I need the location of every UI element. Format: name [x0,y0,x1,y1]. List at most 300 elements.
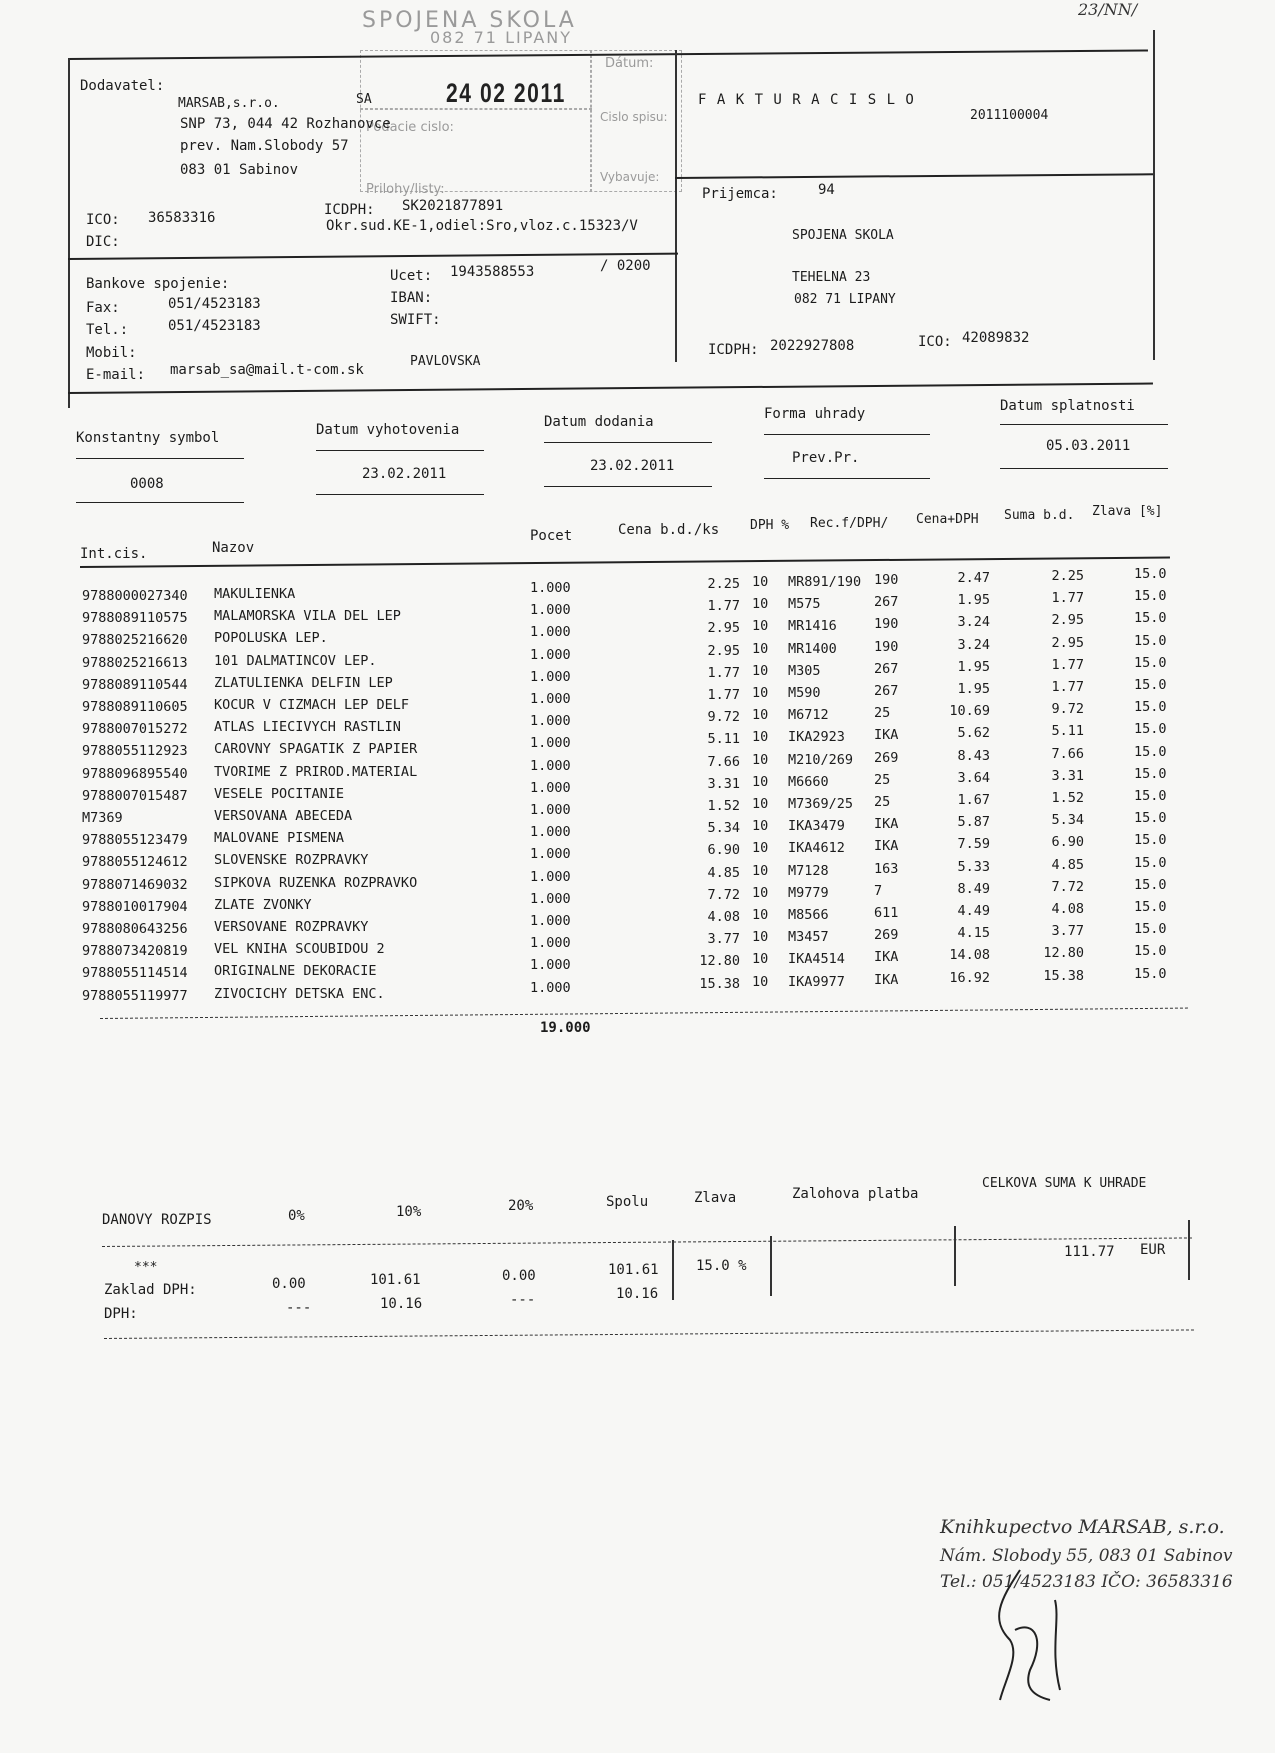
cell-code: 9788055112923 [82,743,188,760]
cell-price-vat: 5.62 [957,725,990,742]
supplier-icdph-label: ICDPH: [324,202,375,218]
cell-rec: M590 [788,685,821,701]
recipient-icdph: 2022927808 [770,338,855,354]
cell-disc: 15.0 [1134,677,1167,693]
cell-recv: 267 [874,660,899,677]
header-bottom-border [68,383,1153,394]
cell-price: 4.08 [707,909,740,925]
tax-sep [770,1236,772,1296]
cell-disc: 15.0 [1134,765,1167,782]
cell-price-vat: 4.49 [957,903,990,919]
cell-rec: M6712 [788,707,829,724]
cell-recv: 269 [874,927,899,944]
konst-label: Konstantny symbol [76,430,220,446]
cell-name: ZLATULIENKA DELFIN LEP [214,674,393,691]
cell-recv: 190 [874,616,899,633]
cell-code: 9788096895540 [82,765,188,782]
invoice-title: F A K T U R A C I S L O [698,92,915,108]
cell-disc: 15.0 [1134,943,1167,960]
dph-label: DPH: [104,1306,138,1322]
cell-price: 1.77 [707,598,740,615]
supplier-address2: prev. Nam.Slobody 57 [180,138,349,154]
tax-rule-top [102,1237,1192,1247]
cell-vat: 10 [752,751,769,768]
underline [76,502,244,503]
cell-price: 12.80 [699,953,740,970]
cell-name: ORIGINALNE DEKORACIE [214,963,377,980]
cell-name: SLOVENSKE ROZPRAVKY [214,852,369,869]
zaklad-10: 101.61 [370,1272,421,1288]
cell-vat: 10 [752,662,769,679]
cell-sum: 1.77 [1051,679,1084,695]
cell-rec: M305 [788,662,821,679]
cell-recv: 267 [874,683,899,699]
cell-rec: MR1416 [788,618,837,635]
cell-vat: 10 [752,596,769,613]
cell-name: VEL KNIHA SCOUBIDOU 2 [214,941,385,958]
cell-recv: 25 [874,705,891,722]
cell-name: ZLATE ZVONKY [214,896,312,913]
underline [316,494,484,495]
cell-disc: 15.0 [1134,588,1167,605]
forma-value: Prev.Pr. [792,450,860,466]
signature [960,1560,1110,1710]
cell-qty: 1.000 [530,913,571,929]
cell-price: 1.77 [707,664,740,681]
cell-price: 4.85 [707,864,740,881]
col-nazov: Nazov [212,540,255,556]
cell-price: 1.77 [707,687,740,703]
cell-qty: 1.000 [530,957,571,974]
cell-price-vat: 7.59 [957,836,990,853]
recipient-name: SPOJENA SKOLA [792,228,894,243]
cell-recv: 25 [874,771,891,788]
recipient-label: Prijemca: [702,186,778,202]
cell-name: MALOVANE PISMENA [214,830,345,847]
dph-10: 10.16 [380,1296,423,1312]
swift-label: SWIFT: [390,312,441,328]
cell-price-vat: 1.95 [957,681,990,697]
cell-sum: 7.66 [1051,745,1084,762]
forma-label: Forma uhrady [764,406,866,422]
supplier-address1: SNP 73, 044 42 Rozhanovce [180,116,391,132]
konst-value: 0008 [130,476,164,492]
cell-code: 9788080643256 [82,921,188,937]
supplier-name: MARSAB,s.r.o. [178,96,280,111]
col-zlava: Zlava [%] [1092,504,1163,519]
cell-vat: 10 [752,818,769,835]
cell-rec: MR891/190 [788,574,862,590]
cell-price: 1.52 [707,798,740,814]
cell-recv: 267 [874,594,899,611]
cell-recv: 190 [874,572,899,588]
cell-recv: IKA [874,727,899,744]
cell-sum: 6.90 [1051,834,1084,851]
cell-rec: M575 [788,596,821,613]
cell-sum: 4.08 [1051,901,1084,917]
cell-sum: 7.72 [1051,878,1084,895]
cell-price: 6.90 [707,842,740,859]
header-left-border [68,58,70,408]
splat-value: 05.03.2011 [1046,438,1131,454]
cell-recv: IKA [874,838,899,855]
cell-sum: 2.25 [1051,568,1084,584]
recipient-icdph-label: ICDPH: [708,342,759,358]
tel-label: Tel.: [86,322,129,338]
cell-name: SIPKOVA RUZENKA ROZPRAVKO [214,874,418,891]
col-cena: Cena b.d./ks [618,522,720,538]
email-label: E-mail: [86,367,146,383]
dph-0: --- [286,1300,312,1316]
cell-price-vat: 8.43 [957,747,990,764]
cell-price-vat: 4.15 [957,925,990,942]
zaklad-0: 0.00 [272,1276,306,1292]
dph-spolu: 10.16 [616,1286,659,1302]
cell-vat: 10 [752,618,769,635]
cell-disc: 15.0 [1134,743,1167,760]
cell-price-vat: 3.24 [957,636,990,653]
cell-price-vat: 3.24 [957,614,990,631]
cell-sum: 2.95 [1051,612,1084,629]
cell-disc: 15.0 [1134,654,1167,671]
cell-qty: 1.000 [530,935,571,952]
tax-sep [954,1226,956,1286]
cell-price: 3.77 [707,931,740,948]
cell-recv: 25 [874,794,891,810]
cell-price: 2.95 [707,620,740,637]
cell-qty: 1.000 [530,668,571,685]
cell-disc: 15.0 [1134,876,1167,893]
cell-vat: 10 [752,862,769,879]
cell-code: 9788007015487 [82,787,188,804]
tax-h0: 0% [288,1208,305,1224]
stamp-line3: Tel.: 051/4523183 IČO: 36583316 [940,1572,1233,1592]
recipient-ico: 42089832 [962,330,1030,346]
cell-price: 2.25 [707,576,740,592]
cell-code: 9788055123479 [82,832,188,849]
cell-disc: 15.0 [1134,788,1167,804]
underline [544,442,712,443]
bank-label: Bankove spojenie: [86,276,230,292]
cell-disc: 15.0 [1134,632,1167,649]
cell-vat: 10 [752,884,769,901]
tax-hspolu: Spolu [606,1194,649,1210]
cell-name: TVORIME Z PRIROD.MATERIAL [214,763,418,780]
zlava-pct: 15.0 % [696,1258,747,1274]
tax-hzlava: Zlava [694,1190,737,1206]
supplier-register: Okr.sud.KE-1,odiel:Sro,vloz.c.15323/V [326,218,638,234]
cell-price: 7.72 [707,886,740,903]
dph-20: --- [510,1292,536,1308]
cell-qty: 1.000 [530,868,571,885]
cell-vat: 10 [752,773,769,790]
cell-sum: 1.77 [1051,656,1084,673]
col-int: Int.cis. [80,546,148,562]
cell-price-vat: 8.49 [957,880,990,897]
recipient-code: 94 [818,182,835,198]
cell-rec: IKA2923 [788,729,845,746]
underline [316,450,484,451]
cell-rec: M3457 [788,929,829,946]
cell-name: VERSOVANE ROZPRAVKY [214,919,369,935]
cell-name: 101 DALMATINCOV LEP. [214,652,377,669]
corner-note: 23/NN/ [1078,0,1138,19]
cell-qty: 1.000 [530,779,571,796]
cell-sum: 12.80 [1043,945,1084,962]
cell-price-vat: 1.67 [957,792,990,808]
cell-name: VERSOVANA ABECEDA [214,808,353,824]
cell-name: MALAMORSKA VILA DEL LEP [214,608,401,625]
supplier-ico: 36583316 [148,210,216,226]
cell-sum: 4.85 [1051,856,1084,873]
tax-label: DANOVY ROZPIS [102,1212,212,1228]
cell-recv: 163 [874,860,899,877]
cell-rec: IKA9977 [788,973,845,990]
vyhot-value: 23.02.2011 [362,466,447,482]
cell-rec: M210/269 [788,751,854,768]
cell-code: 9788089110544 [82,676,188,693]
stamp-line1: Knihkupectvo MARSAB, s.r.o. [940,1516,1225,1538]
total-qty: 19.000 [540,1020,591,1036]
cell-disc: 15.0 [1134,566,1167,582]
dodania-value: 23.02.2011 [590,458,675,474]
cell-vat: 10 [752,840,769,857]
cell-recv: 7 [874,882,883,899]
cell-disc: 15.0 [1134,699,1167,716]
col-pocet: Pocet [530,528,573,544]
cell-rec: M6660 [788,773,829,790]
stamp-city: 082 71 LIPANY [430,28,573,47]
total-amount: 111.77 [1064,1244,1115,1260]
vyhot-label: Datum vyhotovenia [316,422,460,438]
underline [1000,468,1168,469]
invoice-number: 2011100004 [970,108,1049,123]
supplier-dic-label: DIC: [86,234,120,250]
col-suma: Suma b.d. [1004,508,1075,523]
cell-qty: 1.000 [530,713,571,730]
splat-label: Datum splatnosti [1000,398,1135,414]
recipient-street: TEHELNA 23 [792,270,871,285]
cell-code: 9788055124612 [82,854,188,871]
cell-qty: 1.000 [530,646,571,663]
cell-vat: 10 [752,574,769,590]
cell-sum: 3.77 [1051,923,1084,940]
stamp-line2: Nám. Slobody 55, 083 01 Sabinov [940,1546,1233,1566]
cell-disc: 15.0 [1134,810,1167,827]
cell-code: 9788025216620 [82,632,188,649]
underline [764,434,930,435]
cell-price-vat: 5.33 [957,858,990,875]
cell-price-vat: 3.64 [957,769,990,786]
cell-price: 7.66 [707,753,740,770]
stamp-divider [590,50,592,192]
cell-code: 9788010017904 [82,898,188,915]
ucet-label: Ucet: [390,268,433,284]
supplier-divider [68,253,678,260]
items-end-rule [100,1008,1188,1019]
cell-disc: 15.0 [1134,854,1167,871]
cell-name: MAKULIENKA [214,586,296,602]
cell-price: 2.95 [707,642,740,659]
fax-label: Fax: [86,300,120,316]
stamp-school: SPOJENA SKOLA [362,8,577,33]
cell-name: VESELE POCITANIE [214,785,345,802]
cell-code: 9788089110605 [82,699,188,715]
cell-rec: M7369/25 [788,796,854,812]
cell-name: KOCUR V CIZMACH LEP DELF [214,697,410,713]
cell-qty: 1.000 [530,735,571,752]
tax-h20: 20% [508,1198,534,1214]
cell-price-vat: 5.87 [957,814,990,831]
cell-disc: 15.0 [1134,832,1167,849]
cell-recv: 611 [874,905,899,921]
cell-price-vat: 10.69 [949,703,990,720]
col-rec: Rec.f/DPH/ [810,516,889,531]
zaklad-label: Zaklad DPH: [104,1282,197,1298]
cell-code: 9788025216613 [82,654,188,671]
tax-rule-bottom [104,1329,1194,1339]
underline [544,486,712,487]
cell-qty: 1.000 [530,602,571,619]
cell-vat: 10 [752,951,769,968]
stamp-cislo-spisu: Cislo spisu: [600,110,668,124]
cell-vat: 10 [752,640,769,657]
cell-rec: IKA4514 [788,951,845,968]
cell-recv: IKA [874,816,899,833]
stamp-podacie: Podacie cislo: [366,120,454,135]
recipient-ico-label: ICO: [918,334,952,350]
cell-name: CAROVNY SPAGATIK Z PAPIER [214,741,418,758]
cell-code: 9788000027340 [82,588,188,604]
cell-code: 9788055114514 [82,965,188,982]
cell-sum: 1.77 [1051,590,1084,607]
cell-qty: 1.000 [530,846,571,863]
mobil-label: Mobil: [86,345,137,361]
cell-disc: 15.0 [1134,965,1167,982]
supplier-branch: SA [356,92,372,107]
cell-recv: IKA [874,971,899,988]
stamp-vybavuje: Vybavuje: [600,170,660,184]
tax-stars: *** [134,1260,158,1275]
tax-sep [672,1240,674,1300]
supplier-label: Dodavatel: [80,78,165,94]
ucet-value: 1943588553 [450,264,535,280]
cell-price: 15.38 [699,975,740,992]
underline [76,458,244,459]
email-value: marsab_sa@mail.t-com.sk [170,362,364,378]
cell-sum: 9.72 [1051,701,1084,718]
stamp-date: 24 02 2011 [446,78,566,108]
cell-qty: 1.000 [530,802,571,818]
header-middle-border [675,50,677,362]
cell-name: POPOLUSKA LEP. [214,630,328,647]
cell-rec: IKA4612 [788,840,845,857]
cell-rec: MR1400 [788,640,837,657]
supplier-address3: 083 01 Sabinov [180,162,299,178]
cell-code: 9788089110575 [82,610,188,627]
cell-rec: M7128 [788,862,829,879]
cell-price: 5.34 [707,820,740,837]
cell-price-vat: 2.47 [957,570,990,586]
cell-price-vat: 16.92 [949,969,990,986]
underline [1000,424,1168,425]
cell-code: M7369 [82,810,123,826]
cell-recv: 269 [874,749,899,766]
stamp-prilohy: Prilohy/listy: [366,182,445,197]
tax-hzaloha: Zalohova platba [792,1186,919,1202]
cell-price: 9.72 [707,709,740,726]
table-row [0,566,1275,611]
cell-rec: M8566 [788,907,829,923]
cell-rec: M9779 [788,884,829,901]
cell-qty: 1.000 [530,757,571,774]
underline [764,478,930,479]
header-rule [80,556,1170,568]
cell-name: ATLAS LIECIVYCH RASTLIN [214,719,401,736]
cell-vat: 10 [752,796,769,812]
cell-qty: 1.000 [530,890,571,907]
cell-code: 9788071469032 [82,876,188,893]
cell-code: 9788055119977 [82,987,188,1004]
cell-disc: 15.0 [1134,721,1167,738]
cell-sum: 5.34 [1051,812,1084,829]
cell-disc: 15.0 [1134,610,1167,627]
cell-qty: 1.000 [530,979,571,996]
cell-vat: 10 [752,685,769,701]
cell-vat: 10 [752,707,769,724]
stamp-date-label: Dátum: [605,56,654,71]
cell-qty: 1.000 [530,824,571,841]
cell-disc: 15.0 [1134,921,1167,938]
cell-recv: 190 [874,638,899,655]
cell-sum: 1.52 [1051,790,1084,806]
cell-vat: 10 [752,907,769,923]
cell-vat: 10 [752,929,769,946]
cell-price: 3.31 [707,775,740,792]
zaklad-spolu: 101.61 [608,1262,659,1278]
cell-name: ZIVOCICHY DETSKA ENC. [214,985,385,1002]
cell-sum: 3.31 [1051,767,1084,784]
cell-qty: 1.000 [530,580,571,596]
dodania-label: Datum dodania [544,414,654,430]
cell-price-vat: 1.95 [957,658,990,675]
cell-qty: 1.000 [530,691,571,707]
col-cenadph: Cena+DPH [916,512,979,527]
header-right-border [1153,30,1155,360]
cell-sum: 2.95 [1051,634,1084,651]
fax-value: 051/4523183 [168,296,261,312]
col-dph: DPH % [750,518,790,533]
cell-vat: 10 [752,729,769,746]
tax-h10: 10% [396,1204,422,1220]
cell-code: 9788007015272 [82,721,188,738]
tax-hcelkova: CELKOVA SUMA K UHRADE [982,1176,1147,1191]
cell-sum: 15.38 [1043,967,1084,984]
cell-qty: 1.000 [530,624,571,641]
cell-vat: 10 [752,973,769,990]
cell-rec: IKA3479 [788,818,845,835]
cell-disc: 15.0 [1134,899,1167,915]
cell-recv: IKA [874,949,899,966]
tax-sep [1188,1220,1190,1280]
recipient-divider [675,173,1153,178]
cell-price: 5.11 [707,731,740,748]
iban-label: IBAN: [390,290,433,306]
cell-code: 9788073420819 [82,943,188,960]
contact-person: PAVLOVSKA [410,354,481,369]
recipient-city: 082 71 LIPANY [794,292,896,307]
bank-code: / 0200 [600,258,651,274]
